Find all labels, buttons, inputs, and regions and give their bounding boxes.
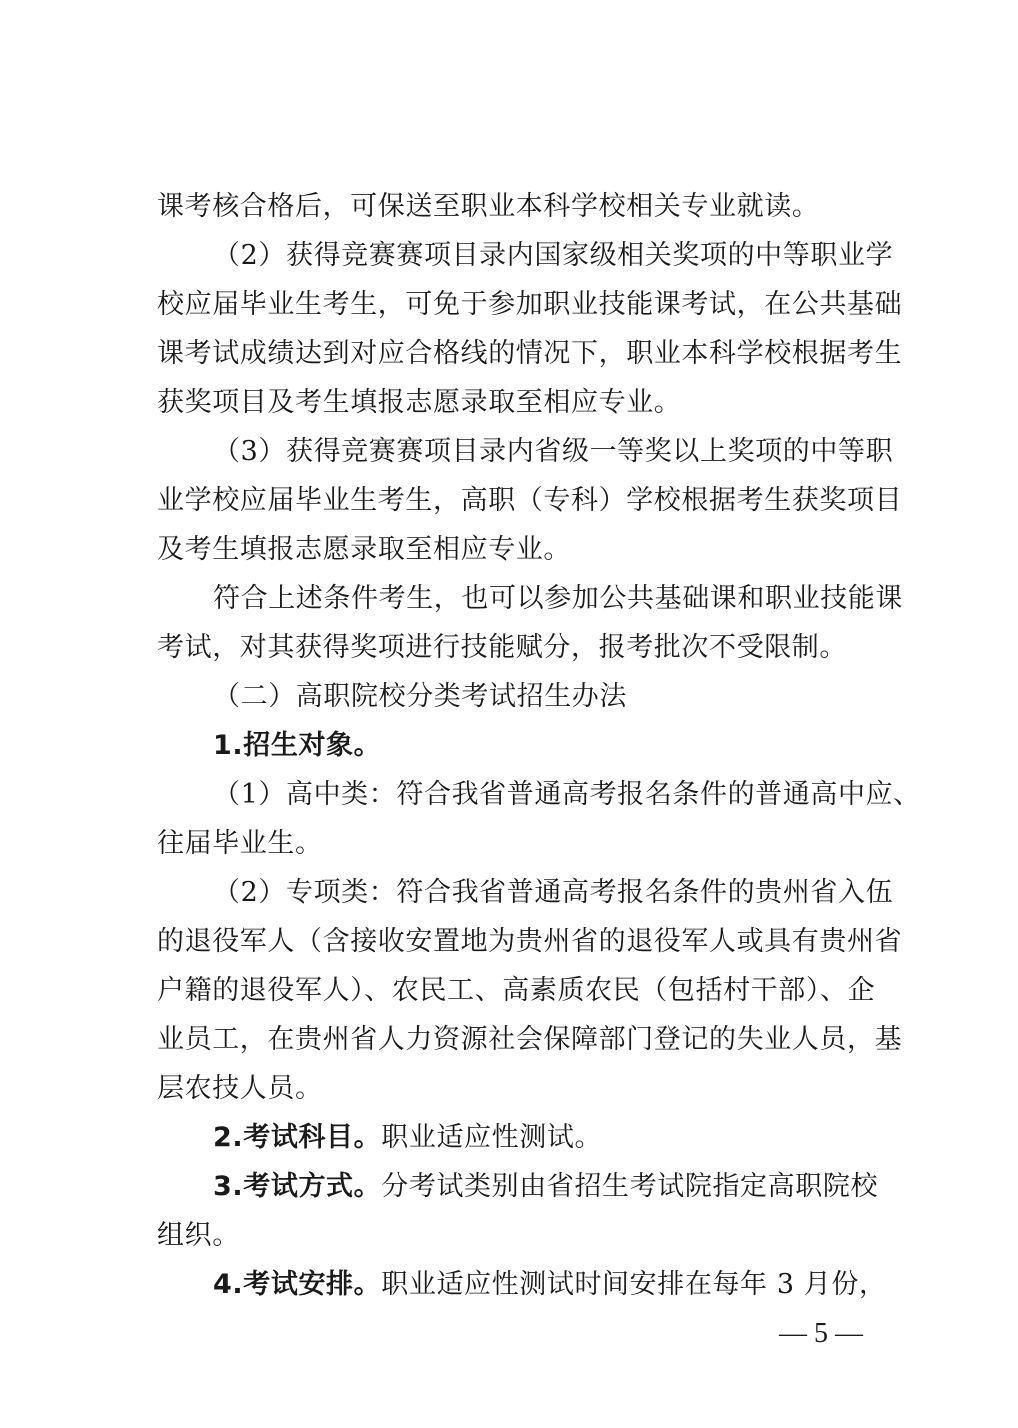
text-line: 考试，对其获得奖项进行技能赋分，报考批次不受限制。 bbox=[157, 632, 847, 663]
item-text: 职业适应性测试时间安排在每年 3 月份， bbox=[381, 1269, 887, 1300]
text-line: 课考核合格后，可保送至职业本科学校相关专业就读。 bbox=[157, 191, 820, 222]
item-heading: 2.考试科目。 bbox=[213, 1122, 382, 1153]
text-line: （3）获得竞赛赛项目录内省级一等奖以上奖项的中等职 bbox=[213, 436, 894, 467]
text-line: （2）获得竞赛赛项目录内国家级相关奖项的中等职业学 bbox=[213, 240, 894, 271]
item-heading: 1.招生对象。 bbox=[213, 730, 382, 761]
item-line bbox=[213, 1265, 887, 1305]
item-line bbox=[213, 1118, 863, 1158]
text-line: 户籍的退役军人）、农民工、高素质农民（包括村干部）、企 bbox=[157, 975, 876, 1006]
text-line: 课考试成绩达到对应合格线的情况下，职业本科学校根据考生 bbox=[157, 338, 903, 369]
section-heading: （二）高职院校分类考试招生办法 bbox=[213, 681, 627, 712]
page-number: — 5 — bbox=[779, 1318, 863, 1349]
text-line: （1）高中类：符合我省普通高考报名条件的普通高中应、 bbox=[213, 779, 921, 810]
text-line: 往届毕业生。 bbox=[157, 828, 323, 859]
item-text: 职业适应性测试。 bbox=[381, 1122, 603, 1153]
item-line bbox=[213, 1167, 879, 1207]
text-line: 层农技人员。 bbox=[157, 1073, 323, 1104]
text-line: 组织。 bbox=[157, 1220, 240, 1251]
text-line: 校应届毕业生考生，可免于参加职业技能课考试，在公共基础 bbox=[157, 289, 903, 320]
text-line: （2）专项类：符合我省普通高考报名条件的贵州省入伍 bbox=[213, 877, 894, 908]
item-heading: 3.考试方式。 bbox=[213, 1171, 382, 1202]
text-line: 符合上述条件考生，也可以参加公共基础课和职业技能课 bbox=[213, 583, 903, 614]
text-line: 的退役军人（含接收安置地为贵州省的退役军人或具有贵州省 bbox=[157, 926, 903, 957]
item-heading: 4.考试安排。 bbox=[213, 1269, 382, 1300]
text-line: 及考生填报志愿录取至相应专业。 bbox=[157, 534, 571, 565]
text-line: 业员工，在贵州省人力资源社会保障部门登记的失业人员，基 bbox=[157, 1024, 903, 1055]
text-line: 获奖项目及考生填报志愿录取至相应专业。 bbox=[157, 387, 682, 418]
item-text: 分考试类别由省招生考试院指定高职院校 bbox=[381, 1171, 879, 1202]
text-line: 业学校应届毕业生考生，高职（专科）学校根据考生获奖项目 bbox=[157, 485, 903, 516]
